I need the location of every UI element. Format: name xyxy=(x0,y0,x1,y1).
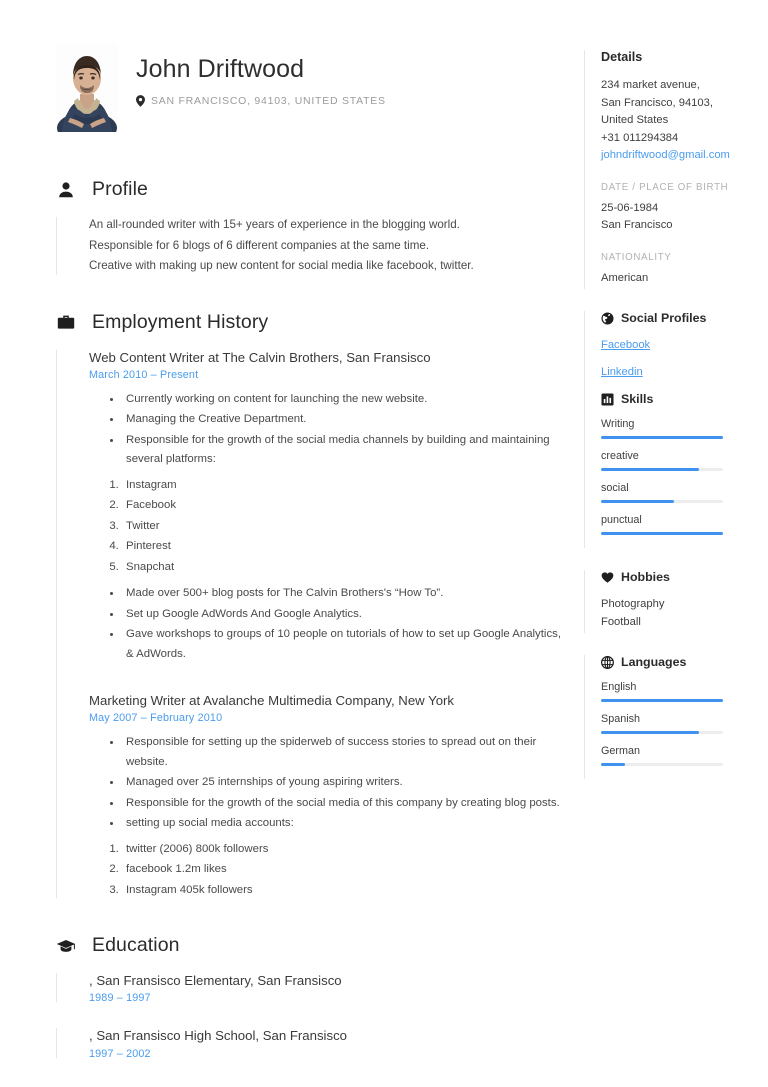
bar-chart-icon xyxy=(601,393,614,406)
language-meter-fill xyxy=(601,763,625,766)
list-item: • Managed over 25 internships of young aspiring writers. xyxy=(122,773,566,793)
section-header-education xyxy=(56,934,566,957)
profile-line: An all-rounded writer with 15+ years of experience in the blogging world. xyxy=(89,218,460,231)
language-item xyxy=(601,713,754,734)
skills-section xyxy=(584,392,754,548)
list-item: • setting up social media accounts: xyxy=(122,814,566,834)
dob-date: 25-06-1984 xyxy=(601,201,659,214)
hobbies-label: Hobbies xyxy=(621,570,670,584)
list-item: 3. Twitter xyxy=(122,517,566,537)
skill-name: punctual xyxy=(601,514,642,526)
header-text xyxy=(136,44,386,107)
skills-title xyxy=(601,392,754,406)
skill-item xyxy=(601,514,754,535)
email-link[interactable]: johndriftwood@gmail.com xyxy=(601,149,730,161)
education-entry xyxy=(89,971,566,1004)
social-link-linkedin[interactable]: Linkedin xyxy=(601,365,643,378)
language-meter xyxy=(601,731,723,734)
address-line: 234 market avenue, xyxy=(601,79,700,91)
details-title: Details xyxy=(601,50,643,64)
section-header-employment xyxy=(56,311,566,334)
education-entry xyxy=(89,1026,566,1059)
section-title-education: Education xyxy=(92,934,180,957)
skill-name: Writing xyxy=(601,418,635,430)
language-meter xyxy=(601,699,723,702)
avatar xyxy=(56,44,118,132)
skill-item xyxy=(601,418,754,439)
heart-icon xyxy=(601,571,614,584)
section-title-employment: Employment History xyxy=(92,310,269,333)
list-item: • Responsible for the growth of the social media channels by building and maintaining several platforms: xyxy=(122,431,566,470)
social-profiles-section xyxy=(584,311,754,392)
social-link-facebook[interactable]: Facebook xyxy=(601,339,651,351)
social-profiles-label: Social Profiles xyxy=(621,311,707,325)
list-item: 1. Instagram xyxy=(122,476,566,496)
job-title: Marketing Writer at Avalanche Multimedia Company, New York xyxy=(89,693,455,709)
job-title: Web Content Writer at The Calvin Brothers, San Fransisco xyxy=(89,349,431,365)
education-date: 1989 – 1997 xyxy=(89,992,151,1005)
dob-place: San Francisco xyxy=(601,219,673,231)
list-item: 1. twitter (2006) 800k followers xyxy=(122,840,566,860)
address-line: United States xyxy=(601,114,669,126)
language-meter-fill xyxy=(601,699,723,702)
list-item: • Responsible for the growth of the social media of this company by creating blog posts. xyxy=(122,794,566,814)
job-entry xyxy=(89,348,566,665)
section-title-profile: Profile xyxy=(92,178,148,200)
skill-name: creative xyxy=(601,450,639,462)
skill-meter xyxy=(601,468,723,471)
job-date: March 2010 – Present xyxy=(89,368,199,381)
hobby-item: Football xyxy=(601,615,641,628)
list-item: • Managing the Creative Department. xyxy=(122,410,566,430)
address-line: San Francisco, 94103, xyxy=(601,96,713,109)
employment-block xyxy=(56,348,566,901)
list-item: • Made over 500+ blog posts for The Calvin Brothers's “How To”. xyxy=(122,584,566,604)
resume-header xyxy=(56,44,566,144)
details-section xyxy=(584,50,754,289)
globe-icon xyxy=(601,312,614,325)
job-date: May 2007 – February 2010 xyxy=(89,712,223,725)
list-item: 2. facebook 1.2m likes xyxy=(122,860,566,880)
job-numbered-list xyxy=(89,476,566,578)
job-bullets-after xyxy=(89,584,566,664)
sidebar xyxy=(584,50,754,779)
language-meter xyxy=(601,763,723,766)
skill-name: social xyxy=(601,482,629,494)
list-item: • Gave workshops to groups of 10 people on tutorials of how to set up Google Analytics, & AdWords. xyxy=(122,625,566,664)
dob-label: DATE / PLACE OF BIRTH xyxy=(601,181,729,193)
job-bullets xyxy=(89,733,566,834)
globe-grid-icon xyxy=(601,656,614,669)
skills-label: Skills xyxy=(621,392,654,406)
location-row xyxy=(136,95,386,107)
skill-meter xyxy=(601,500,723,503)
job-numbered-list xyxy=(89,840,566,901)
education-block-2 xyxy=(56,1026,566,1059)
nationality-label: NATIONALITY xyxy=(601,251,672,263)
map-pin-icon xyxy=(136,95,145,107)
profile-line: Responsible for 6 blogs of 6 different companies at the same time. xyxy=(89,238,430,252)
skill-meter xyxy=(601,436,723,439)
skill-meter-fill xyxy=(601,500,674,503)
hobby-item: Photography xyxy=(601,598,665,610)
education-date: 1997 – 2002 xyxy=(89,1047,151,1060)
profile-line: Creative with making up new content for social media like facebook, twitter. xyxy=(89,259,474,272)
list-item: 5. Snapchat xyxy=(122,558,566,578)
portrait-photo-icon xyxy=(56,44,118,132)
list-item: 3. Instagram 405k followers xyxy=(122,881,566,901)
languages-section xyxy=(584,655,754,779)
language-name: German xyxy=(601,745,641,757)
languages-label: Languages xyxy=(621,655,687,669)
person-icon xyxy=(56,180,76,200)
profile-block xyxy=(56,215,566,277)
graduation-cap-icon xyxy=(56,936,76,956)
hobbies-section xyxy=(584,570,754,633)
skill-meter xyxy=(601,532,723,535)
briefcase-icon xyxy=(56,312,76,332)
skill-item xyxy=(601,450,754,471)
phone-number: +31 011294384 xyxy=(601,131,679,144)
skill-meter-fill xyxy=(601,468,699,471)
social-profiles-title xyxy=(601,311,754,325)
section-header-profile xyxy=(56,178,566,201)
education-block-1 xyxy=(56,971,566,1004)
list-item: 2. Facebook xyxy=(122,496,566,516)
education-title: , San Fransisco High School, San Fransisco xyxy=(89,1028,348,1044)
page-title: John Driftwood xyxy=(136,55,305,83)
languages-title xyxy=(601,655,754,669)
language-name: English xyxy=(601,681,637,693)
list-item: • Responsible for setting up the spiderweb of success stories to spread out on their website. xyxy=(122,733,566,772)
list-item: • Currently working on content for launching the new website. xyxy=(122,390,566,410)
language-name: Spanish xyxy=(601,713,641,725)
hobbies-title xyxy=(601,570,754,584)
skill-meter-fill xyxy=(601,436,723,439)
list-item: 4. Pinterest xyxy=(122,537,566,557)
nationality-value: American xyxy=(601,271,649,284)
language-meter-fill xyxy=(601,731,699,734)
language-item xyxy=(601,745,754,766)
job-bullets xyxy=(89,390,566,470)
education-title: , San Fransisco Elementary, San Fransisco xyxy=(89,973,342,989)
job-entry xyxy=(89,691,566,900)
list-item: • Set up Google AdWords And Google Analytics. xyxy=(122,605,566,625)
skill-item xyxy=(601,482,754,503)
location-text: SAN FRANCISCO, 94103, UNITED STATES xyxy=(151,94,386,107)
main-column xyxy=(56,44,566,1064)
skill-meter-fill xyxy=(601,532,723,535)
language-item xyxy=(601,681,754,702)
